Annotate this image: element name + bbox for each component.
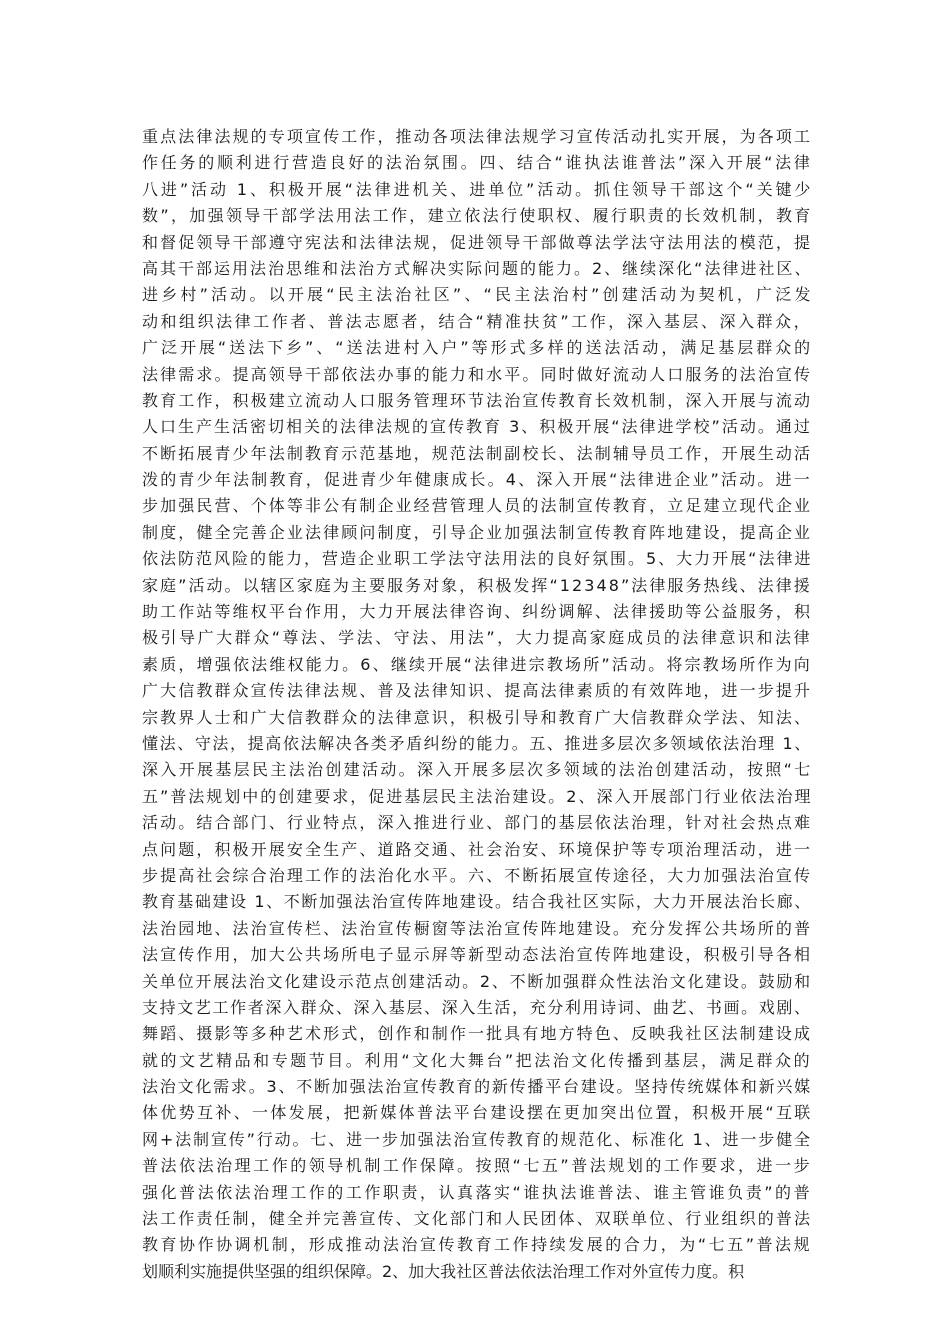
text-line: 极引导广大群众“尊法、学法、守法、用法”，大力提高家庭成员的法律意识和法律 xyxy=(142,628,813,648)
text-line: 动和组织法律工作者、普法志愿者，结合“精准扶贫”工作，深入基层、深入群众， xyxy=(142,311,813,331)
text-line: 步提高社会综合治理工作的法治化水平。六、不断拓展宣传途径，大力加强法治宣传 xyxy=(142,865,813,885)
text-line: 法治文化需求。3、不断加强法治宣传教育的新传播平台建设。坚持传统媒体和新兴媒 xyxy=(142,1077,812,1097)
text-line: 制度，健全完善企业法律顾问制度，引导企业加强法制宣传教育阵地建设，提高企业 xyxy=(142,522,813,542)
text-line: 重点法律法规的专项宣传工作，推动各项法律法规学习宣传活动扎实开展，为各项工 xyxy=(142,127,813,146)
text-line: 和督促领导干部遵守宪法和法律法规，促进领导干部做尊法学法守法用法的模范，提 xyxy=(142,232,813,252)
text-line: 宗教界人士和广大信教群众的法律意识，积极引导和教育广大信教群众学法、知法、 xyxy=(142,707,813,727)
text-line: 网+法制宣传”行动。七、进一步加强法治宣传教育的规范化、标准化 1、进一步健全 xyxy=(142,1129,812,1149)
text-line: 人口生产生活密切相关的法律法规的宣传教育 3、积极开展“法律进学校”活动。通过 xyxy=(142,417,812,437)
text-line: 普法依法治理工作的领导机制工作保障。按照“七五”普法规划的工作要求，进一步 xyxy=(142,1156,813,1176)
text-line: 活动。结合部门、行业特点，深入推进行业、部门的基层依法治理，针对社会热点难 xyxy=(142,813,813,833)
text-line: 就的文艺精品和专题节目。利用“文化大舞台”把法治文化传播到基层，满足群众的 xyxy=(142,1050,813,1070)
text-line: 教育协作协调机制，形成推动法治宣传教育工作持续发展的合力，为“七五”普法规 xyxy=(142,1235,813,1255)
text-line: 教育工作，积极建立流动人口服务管理环节法治宣传教育长效机制，深入开展与流动 xyxy=(142,390,813,410)
text-line: 助工作站等维权平台作用，大力开展法律咨询、纠纷调解、法律援助等公益服务，积 xyxy=(142,602,813,622)
text-line: 素质，增强依法维权能力。6、继续开展“法律进宗教场所”活动。将宗教场所作为向 xyxy=(142,654,812,674)
text-line: 作任务的顺利进行营造良好的法治氛围。四、结合“谁执法谁普法”深入开展“法律 xyxy=(142,153,813,173)
text-line: 体优势互补、一体发展，把新媒体普法平台建设摆在更加突出位置，积极开展“互联 xyxy=(142,1103,813,1123)
text-line: 广泛开展“送法下乡”、“送法进村入户”等形式多样的送法活动，满足基层群众的 xyxy=(142,338,814,358)
text-line: 步加强民营、个体等非公有制企业经营管理人员的法制宣传教育，立足建立现代企业 xyxy=(142,496,813,516)
text-line: 数”，加强领导干部学法用法工作，建立依法行使职权、履行职责的长效机制，教育 xyxy=(142,206,813,226)
text-line: 依法防范风险的能力，营造企业职工学法守法用法的良好氛围。5、大力开展“法律进 xyxy=(142,549,813,569)
text-line: 五”普法规划中的创建要求，促进基层民主法治建设。2、深入开展部门行业依法治理 xyxy=(142,786,813,806)
text-line: 进乡村”活动。以开展“民主法治社区”、“民主法治村”创建活动为契机，广泛发 xyxy=(142,285,814,305)
text-line: 家庭”活动。以辖区家庭为主要服务对象，积极发挥“12348”法律服务热线、法律援 xyxy=(142,575,812,595)
text-line: 划顺利实施提供坚强的组织保障。2、加大我社区普法依法治理工作对外宣传力度。积 xyxy=(142,1261,745,1281)
text-line: 八进”活动 1、积极开展“法律进机关、进单位”活动。抓住领导干部这个“关键少 xyxy=(142,179,814,199)
text-line: 法工作责任制，健全并完善宣传、文化部门和人民团体、双联单位、行业组织的普法 xyxy=(142,1209,813,1229)
text-line: 不断拓展青少年法制教育示范基地，规范法制副校长、法制辅导员工作，开展生动活 xyxy=(142,443,813,463)
text-line: 教育基础建设 1、不断加强法治宣传阵地建设。结合我社区实际，大力开展法治长廊、 xyxy=(142,892,812,912)
text-line: 支持文艺工作者深入群众、深入基层、深入生活，充分利用诗词、曲艺、书画。戏剧、 xyxy=(142,997,812,1017)
text-line: 强化普法依法治理工作的工作职责，认真落实“谁执法谁普法、谁主管谁负责”的普 xyxy=(142,1182,813,1202)
text-line: 法宣传作用，加大公共场所电子显示屏等新型动态法治宣传阵地建设，积极引导各相 xyxy=(142,945,813,965)
text-line: 广大信教群众宣传法律法规、普及法律知识、提高法律素质的有效阵地，进一步提升 xyxy=(142,681,813,701)
body-text xyxy=(142,124,814,1285)
text-line: 深入开展基层民主法治创建活动。深入开展多层次多领域的法治创建活动，按照“七 xyxy=(142,760,813,780)
text-line: 懂法、守法，提高依法解决各类矛盾纠纷的能力。五、推进多层次多领域依法治理 1、 xyxy=(142,733,812,753)
text-line: 泼的青少年法制教育，促进青少年健康成长。4、深入开展“法律进企业”活动。进一 xyxy=(142,470,812,490)
text-line: 法治园地、法治宣传栏、法治宣传橱窗等法治宣传阵地建设。充分发挥公共场所的普 xyxy=(142,918,813,938)
text-line: 点问题，积极开展安全生产、道路交通、社会治安、环境保护等专项治理活动，进一 xyxy=(142,839,813,859)
text-line: 高其干部运用法治思维和法治方式解决实际问题的能力。2、继续深化“法律进社区、 xyxy=(142,258,813,278)
text-line: 舞蹈、摄影等多种艺术形式，创作和制作一批具有地方特色、反映我社区法制建设成 xyxy=(142,1024,813,1044)
text-line: 关单位开展法治文化建设示范点创建活动。2、不断加强群众性法治文化建设。鼓励和 xyxy=(142,971,812,991)
text-line: 法律需求。提高领导干部依法办事的能力和水平。同时做好流动人口服务的法治宣传 xyxy=(142,364,813,384)
